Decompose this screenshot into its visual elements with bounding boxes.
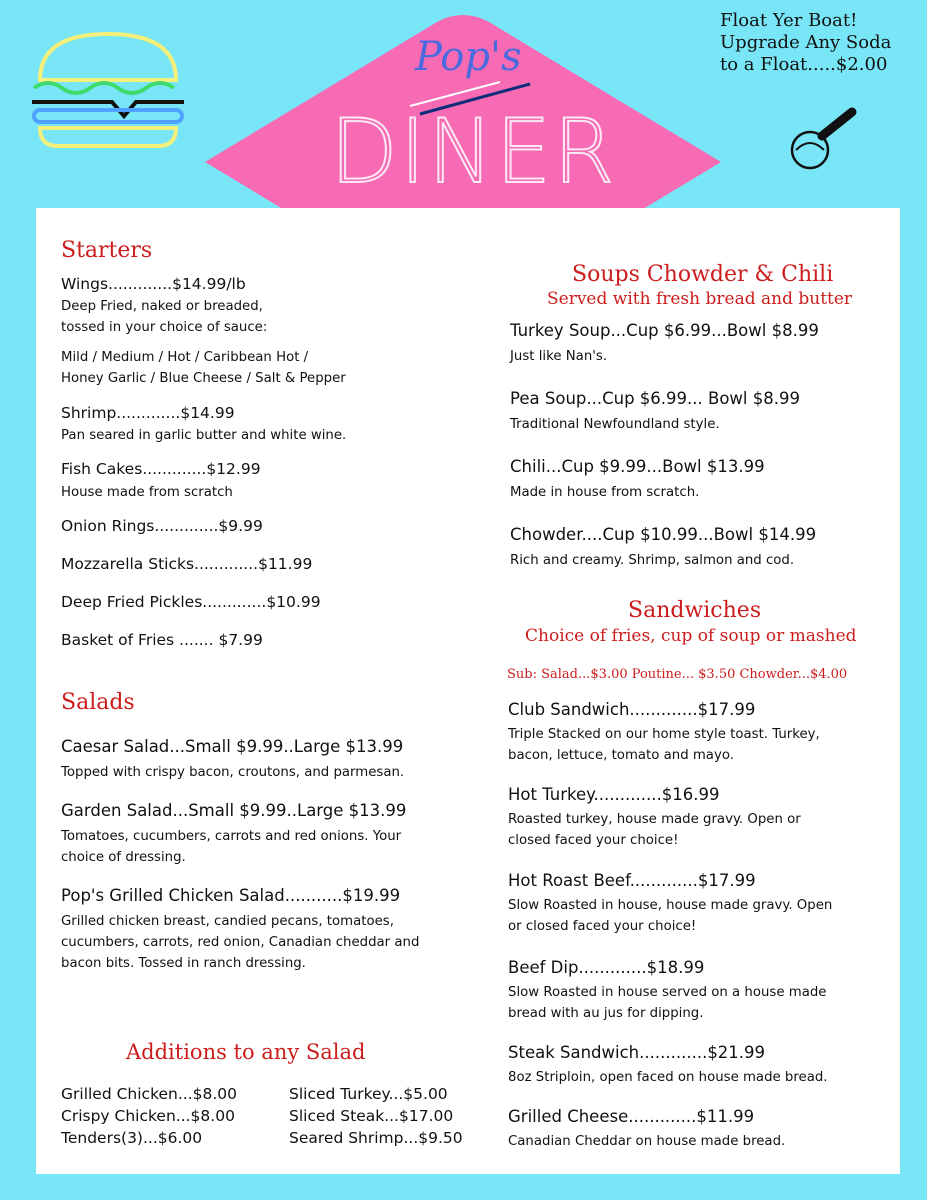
menu-item: Deep Fried Pickles.............$10.99	[61, 593, 321, 611]
menu-item: Pea Soup...Cup $6.99... Bowl $8.99	[510, 389, 800, 408]
section-title-soups: Soups Chowder & Chili	[572, 262, 834, 287]
addition-item: Sliced Turkey...$5.00	[289, 1085, 448, 1103]
menu-item: Steak Sandwich.............$21.99	[508, 1043, 766, 1062]
float-promo	[720, 10, 920, 76]
sandwiches-subtitle: Choice of fries, cup of soup or mashed	[525, 626, 857, 646]
item-description: 8oz Striploin, open faced on house made bread.	[508, 1070, 828, 1085]
addition-item: Crispy Chicken...$8.00	[61, 1107, 235, 1125]
item-description: Roasted turkey, house made gravy. Open or closed faced your choice!	[508, 812, 801, 848]
menu-item: Shrimp.............$14.99	[61, 404, 235, 422]
addition-item: Grilled Chicken...$8.00	[61, 1085, 238, 1103]
logo-script: Pop's	[415, 34, 522, 80]
section-title-additions: Additions to any Salad	[126, 1040, 366, 1064]
menu-item: Beef Dip.............$18.99	[508, 958, 705, 977]
item-description: Deep Fried, naked or breaded, tossed in your choice of sauce:	[61, 299, 268, 335]
addition-item: Sliced Steak...$17.00	[289, 1107, 454, 1125]
item-description: Grilled chicken breast, candied pecans, tomatoes, cucumbers, carrots, red onion, Canadian cheddar and bacon bits. Tossed in ranch dressing.	[61, 914, 420, 971]
item-description: Triple Stacked on our home style toast. Turkey, bacon, lettuce, tomato and mayo.	[508, 727, 820, 763]
item-description: Traditional Newfoundland style.	[510, 417, 720, 432]
menu-item: Turkey Soup...Cup $6.99...Bowl $8.99	[510, 321, 819, 340]
float-line: to a Float.....$2.00	[720, 54, 888, 75]
sandwiches-sub-line: Sub: Salad...$3.00 Poutine... $3.50 Chowder...$4.00	[507, 667, 848, 682]
additions-left-list	[61, 1083, 237, 1149]
menu-item: Chili...Cup $9.99...Bowl $13.99	[510, 457, 765, 476]
item-description: Pan seared in garlic butter and white wine.	[61, 428, 347, 443]
item-description: Tomatoes, cucumbers, carrots and red onions. Your choice of dressing.	[61, 829, 402, 865]
menu-item: Club Sandwich.............$17.99	[508, 700, 756, 719]
menu-item: Hot Roast Beef.............$17.99	[508, 871, 756, 890]
menu-item: Caesar Salad...Small $9.99..Large $13.99	[61, 737, 404, 756]
menu-item: Basket of Fries ....... $7.99	[61, 631, 263, 649]
ice-cream-scoop-icon	[786, 106, 864, 176]
item-description: Slow Roasted in house, house made gravy. Open or closed faced your choice!	[508, 898, 833, 934]
additions-right-list	[289, 1083, 463, 1149]
neon-burger-icon	[28, 28, 188, 148]
menu-item: Garden Salad...Small $9.99..Large $13.99	[61, 801, 407, 820]
section-title-salads: Salads	[61, 690, 135, 715]
menu-item: Wings.............$14.99/lb	[61, 275, 246, 293]
float-line: Upgrade Any Soda	[720, 32, 892, 53]
menu-item: Pop's Grilled Chicken Salad...........$19.99	[61, 886, 401, 905]
addition-item: Seared Shrimp...$9.50	[289, 1129, 463, 1147]
item-description: Slow Roasted in house served on a house made bread with au jus for dipping.	[508, 985, 827, 1021]
menu-item: Mozzarella Sticks.............$11.99	[61, 555, 313, 573]
item-description: Canadian Cheddar on house made bread.	[508, 1134, 786, 1149]
sauce-list: Mild / Medium / Hot / Caribbean Hot / Honey Garlic / Blue Cheese / Salt & Pepper	[61, 350, 346, 386]
section-title-sandwiches: Sandwiches	[628, 598, 762, 623]
item-description: Topped with crispy bacon, croutons, and parmesan.	[61, 765, 405, 780]
section-title-starters: Starters	[61, 238, 153, 263]
item-description: House made from scratch	[61, 485, 233, 500]
menu-item: Hot Turkey.............$16.99	[508, 785, 720, 804]
addition-item: Tenders(3)...$6.00	[61, 1129, 203, 1147]
item-description: Made in house from scratch.	[510, 485, 700, 500]
menu-item: Fish Cakes.............$12.99	[61, 460, 261, 478]
menu-item: Onion Rings.............$9.99	[61, 517, 263, 535]
logo-title: DINER	[330, 100, 617, 203]
menu-item: Grilled Cheese.............$11.99	[508, 1107, 755, 1126]
menu-item: Chowder....Cup $10.99...Bowl $14.99	[510, 525, 817, 544]
item-description: Rich and creamy. Shrimp, salmon and cod.	[510, 553, 795, 568]
float-line: Float Yer Boat!	[720, 10, 858, 31]
soups-subtitle: Served with fresh bread and butter	[547, 289, 853, 309]
item-description: Just like Nan's.	[510, 349, 608, 364]
